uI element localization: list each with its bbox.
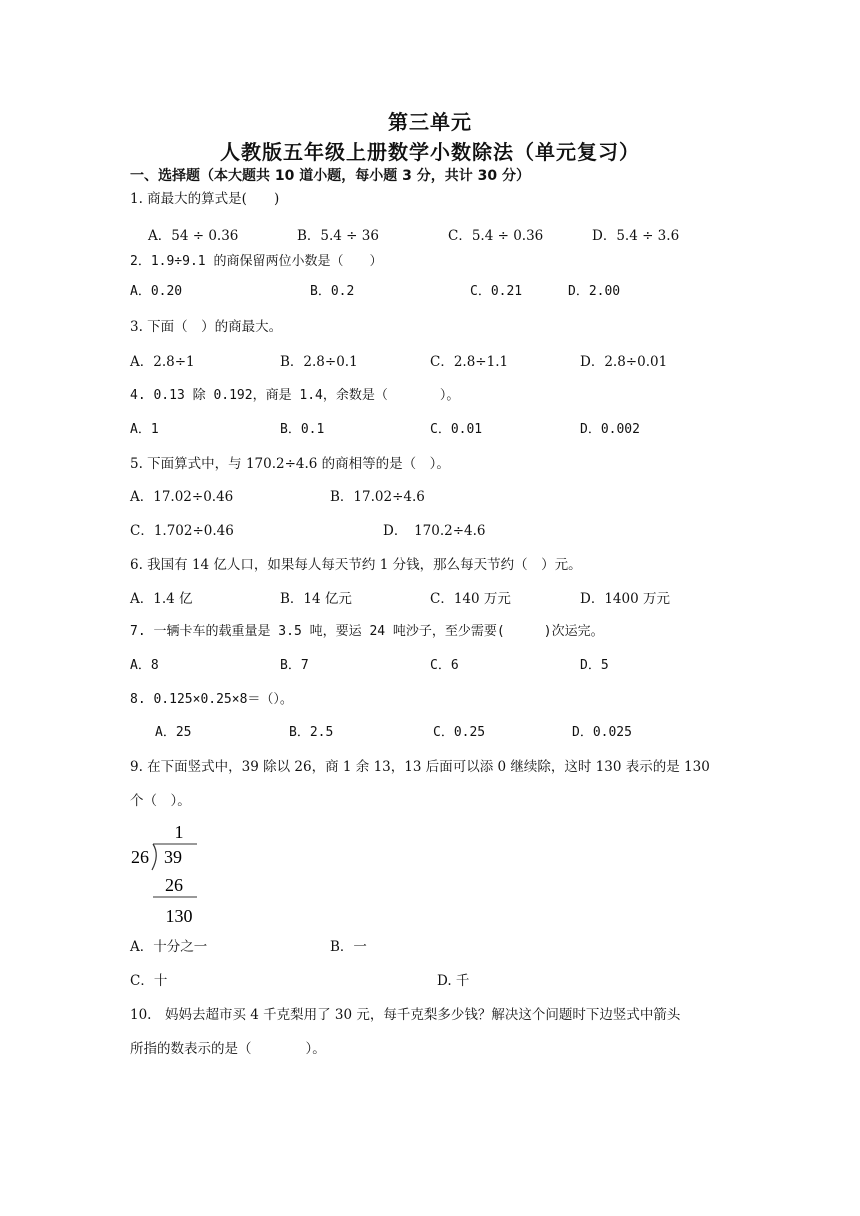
question-5-stem: 5. 下面算式中，与 170.2÷4.6 的商相等的是（ ）。 bbox=[130, 456, 450, 472]
question-6-option-d[interactable]: D．1400 万元 bbox=[580, 591, 670, 607]
question-8-option-c[interactable]: C．0.25 bbox=[433, 725, 486, 740]
section-heading: 一、选择题（本大题共 10 道小题，每小题 3 分，共计 30 分） bbox=[130, 168, 530, 184]
question-2-option-c[interactable]: C．0.21 bbox=[470, 284, 523, 299]
question-9-stem-line2: 个（ ）。 bbox=[130, 793, 191, 809]
question-4-option-a[interactable]: A．1 bbox=[130, 422, 159, 437]
question-1-stem: 1. 商最大的算式是( ) bbox=[130, 191, 280, 207]
question-3-option-d[interactable]: D．2.8÷0.01 bbox=[580, 354, 668, 370]
long-division-figure bbox=[125, 818, 215, 930]
question-2-stem: 2．1.9÷9.1 的商保留两位小数是（ ） bbox=[130, 254, 383, 269]
question-6-option-c[interactable]: C．140 万元 bbox=[430, 591, 511, 607]
question-10-stem-line2: 所指的数表示的是（ ）。 bbox=[130, 1041, 326, 1057]
division-remainder: 130 bbox=[165, 906, 193, 926]
division-divisor: 26 bbox=[131, 847, 149, 867]
question-9-option-a[interactable]: A．十分之一 bbox=[130, 939, 208, 955]
page-title: 人教版五年级上册数学小数除法（单元复习） bbox=[220, 140, 640, 164]
question-8-stem: 8. 0.125×0.25×8＝（）。 bbox=[130, 692, 293, 707]
question-4-option-d[interactable]: D．0.002 bbox=[580, 422, 640, 437]
question-3-option-a[interactable]: A．2.8÷1 bbox=[130, 354, 195, 370]
question-6-option-a[interactable]: A．1.4 亿 bbox=[130, 591, 193, 607]
question-5-option-a[interactable]: A．17.02÷0.46 bbox=[130, 489, 234, 505]
question-9-option-d[interactable]: D. 千 bbox=[437, 973, 470, 989]
question-1-option-d[interactable]: D．5.4 ÷ 3.6 bbox=[592, 228, 680, 244]
question-9-option-b[interactable]: B．一 bbox=[330, 939, 367, 955]
question-7-option-c[interactable]: C．6 bbox=[430, 658, 459, 673]
question-5-option-c[interactable]: C．1.702÷0.46 bbox=[130, 523, 234, 539]
question-2-option-a[interactable]: A．0.20 bbox=[130, 284, 183, 299]
question-9-stem-line1: 9. 在下面竖式中，39 除以 26，商 1 余 13，13 后面可以添 0 继续除，这时 130 表示的是 130 bbox=[130, 759, 710, 775]
question-3-stem: 3. 下面（ ）的商最大。 bbox=[130, 319, 283, 335]
question-6-stem: 6. 我国有 14 亿人口，如果每人每天节约 1 分钱，那么每天节约（ ）元。 bbox=[130, 557, 582, 573]
unit-title: 第三单元 bbox=[388, 110, 472, 134]
division-quotient: 1 bbox=[174, 822, 184, 842]
division-product: 26 bbox=[165, 875, 183, 895]
question-1-option-a[interactable]: A．54 ÷ 0.36 bbox=[148, 228, 239, 244]
question-4-option-b[interactable]: B．0.1 bbox=[280, 422, 325, 437]
question-4-option-c[interactable]: C．0.01 bbox=[430, 422, 483, 437]
question-7-stem: 7. 一辆卡车的载重量是 3.5 吨，要运 24 吨沙子，至少需要( )次运完。 bbox=[130, 624, 604, 639]
question-7-option-a[interactable]: A．8 bbox=[130, 658, 159, 673]
question-3-option-c[interactable]: C．2.8÷1.1 bbox=[430, 354, 509, 370]
question-9-option-c[interactable]: C．十 bbox=[130, 973, 168, 989]
question-7-option-d[interactable]: D．5 bbox=[580, 658, 609, 673]
question-7-option-b[interactable]: B．7 bbox=[280, 658, 309, 673]
division-bracket bbox=[152, 844, 156, 870]
question-8-option-b[interactable]: B．2.5 bbox=[289, 725, 334, 740]
question-3-option-b[interactable]: B．2.8÷0.1 bbox=[280, 354, 358, 370]
question-6-option-b[interactable]: B．14 亿元 bbox=[280, 591, 352, 607]
question-1-option-c[interactable]: C．5.4 ÷ 0.36 bbox=[448, 228, 544, 244]
question-1-option-b[interactable]: B．5.4 ÷ 36 bbox=[297, 228, 379, 244]
division-dividend: 39 bbox=[164, 847, 182, 867]
question-4-stem: 4. 0.13 除 0.192，商是 1.4，余数是（ ）。 bbox=[130, 388, 460, 403]
question-5-option-d[interactable]: D． 170.2÷4.6 bbox=[383, 523, 486, 539]
question-2-option-d[interactable]: D．2.00 bbox=[568, 284, 621, 299]
question-10-stem-line1: 10. 妈妈去超市买 4 千克梨用了 30 元，每千克梨多少钱？解决这个问题时下边竖式中箭头 bbox=[130, 1007, 681, 1023]
question-5-option-b[interactable]: B．17.02÷4.6 bbox=[330, 489, 425, 505]
question-8-option-d[interactable]: D．0.025 bbox=[572, 725, 632, 740]
question-2-option-b[interactable]: B．0.2 bbox=[310, 284, 355, 299]
question-8-option-a[interactable]: A．25 bbox=[155, 725, 192, 740]
